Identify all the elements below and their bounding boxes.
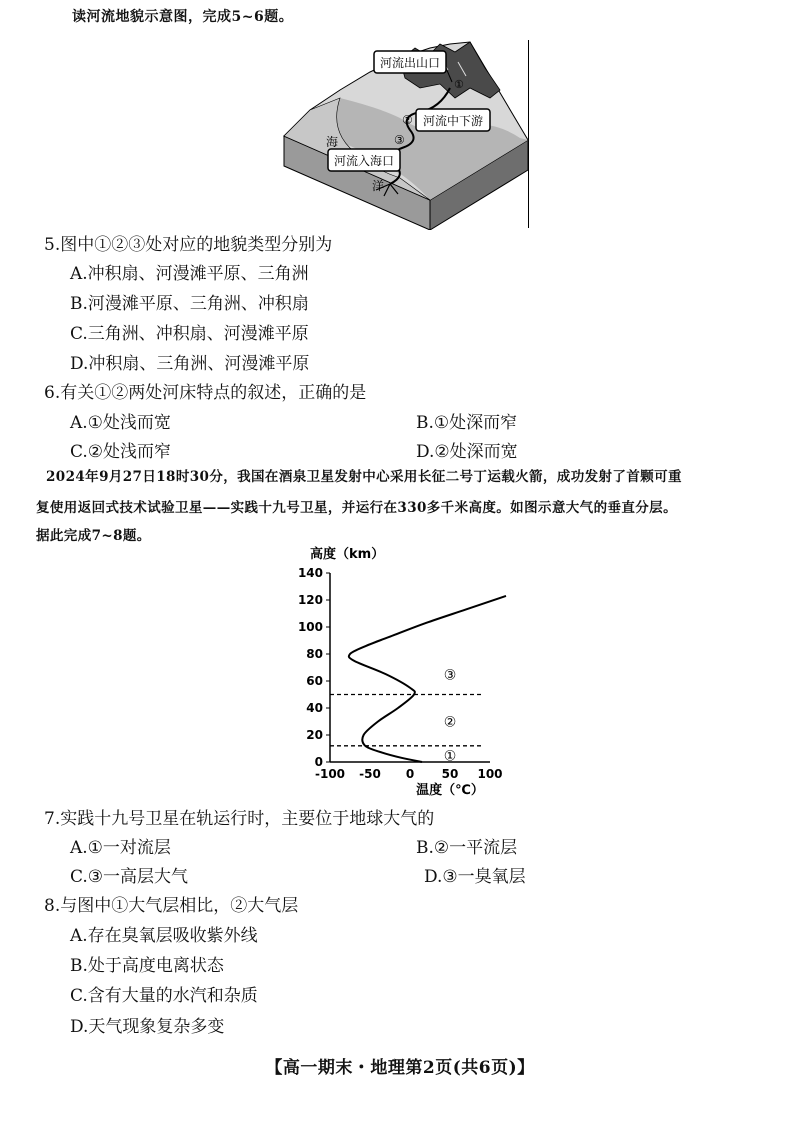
- q6-option-b: B.①处深而窄: [416, 413, 518, 433]
- intro-2-line-2: 复使用返回式技术试验卫星——实践十九号卫星，并运行在330多千米高度。如图示意大气的垂直分层。: [36, 500, 677, 516]
- q6-stem: 6.有关①②两处河床特点的叙述，正确的是: [44, 383, 367, 403]
- q6-option-a: A.①处浅而宽: [70, 413, 171, 433]
- y-tick-label: 120: [297, 593, 323, 607]
- layer-label: ②: [443, 714, 457, 731]
- y-tick-label: 60: [306, 674, 323, 688]
- q7-option-d: D.③一臭氧层: [424, 867, 526, 887]
- q5-option-d: D.冲积扇、三角洲、河漫滩平原: [70, 354, 310, 374]
- intro-2-line-1: 2024年9月27日18时30分，我国在酒泉卫星发射中心采用长征二号丁运载火箭，成功发射了首颗可重: [46, 469, 682, 485]
- q8-option-a: A.存在臭氧层吸收紫外线: [70, 926, 258, 946]
- q6-option-d: D.②处深而宽: [416, 442, 518, 462]
- temperature-curve: [349, 596, 506, 765]
- label-ocean: 洋: [372, 179, 385, 193]
- y-tick-label: 40: [306, 701, 323, 715]
- q8-option-d: D.天气现象复杂多变: [70, 1017, 225, 1037]
- x-tick-label: -100: [314, 767, 346, 781]
- marker-1: ①: [454, 78, 464, 91]
- q5-stem: 5.图中①②③处对应的地貌类型分别为: [44, 235, 333, 255]
- y-tick-label: 80: [306, 647, 323, 661]
- page-footer: 【高一期末・地理第2页(共6页)】: [265, 1058, 535, 1078]
- q6-option-c: C.②处浅而窄: [70, 442, 172, 462]
- q5-option-a: A.冲积扇、河漫滩平原、三角洲: [70, 264, 309, 284]
- q5-option-c: C.三角洲、冲积扇、河漫滩平原: [70, 324, 309, 344]
- q7-option-b: B.②一平流层: [416, 838, 518, 858]
- x-axis-label: 温度（℃）: [416, 783, 484, 798]
- label-estuary: 河流入海口: [333, 154, 395, 168]
- x-tick-label: 50: [441, 767, 459, 781]
- atmosphere-layer-chart: [290, 540, 520, 802]
- label-sea: 海: [326, 135, 339, 149]
- q8-stem: 8.与图中①大气层相比，②大气层: [44, 896, 299, 916]
- intro-line-1: 读河流地貌示意图，完成5~6题。: [72, 9, 294, 25]
- layer-label: ①: [443, 748, 457, 765]
- q8-option-c: C.含有大量的水汽和杂质: [70, 986, 258, 1006]
- intro-2-line-3: 据此完成7~8题。: [36, 528, 151, 544]
- q7-option-c: C.③一高层大气: [70, 867, 189, 887]
- marker-3: ③: [394, 133, 405, 147]
- x-tick-label: 100: [477, 767, 503, 781]
- x-tick-label: -50: [359, 767, 381, 781]
- x-tick-label: 0: [405, 767, 415, 781]
- y-tick-label: 20: [306, 728, 323, 742]
- y-tick-label: 100: [297, 620, 323, 634]
- q7-option-a: A.①一对流层: [70, 838, 171, 858]
- y-tick-label: 0: [314, 755, 323, 769]
- layer-label: ③: [443, 667, 457, 684]
- y-tick-label: 140: [297, 566, 323, 580]
- y-axis-label: 高度（km）: [310, 547, 385, 562]
- marker-2: ②: [402, 113, 413, 127]
- diagram-divider: [528, 40, 529, 228]
- river-landform-diagram: [280, 38, 540, 230]
- q8-option-b: B.处于高度电离状态: [70, 956, 224, 976]
- q5-option-b: B.河漫滩平原、三角洲、冲积扇: [70, 294, 309, 314]
- q7-stem: 7.实践十九号卫星在轨运行时，主要位于地球大气的: [44, 809, 435, 829]
- label-mountain-exit: 河流出山口: [379, 56, 441, 70]
- label-mid-lower: 河流中下游: [422, 114, 484, 128]
